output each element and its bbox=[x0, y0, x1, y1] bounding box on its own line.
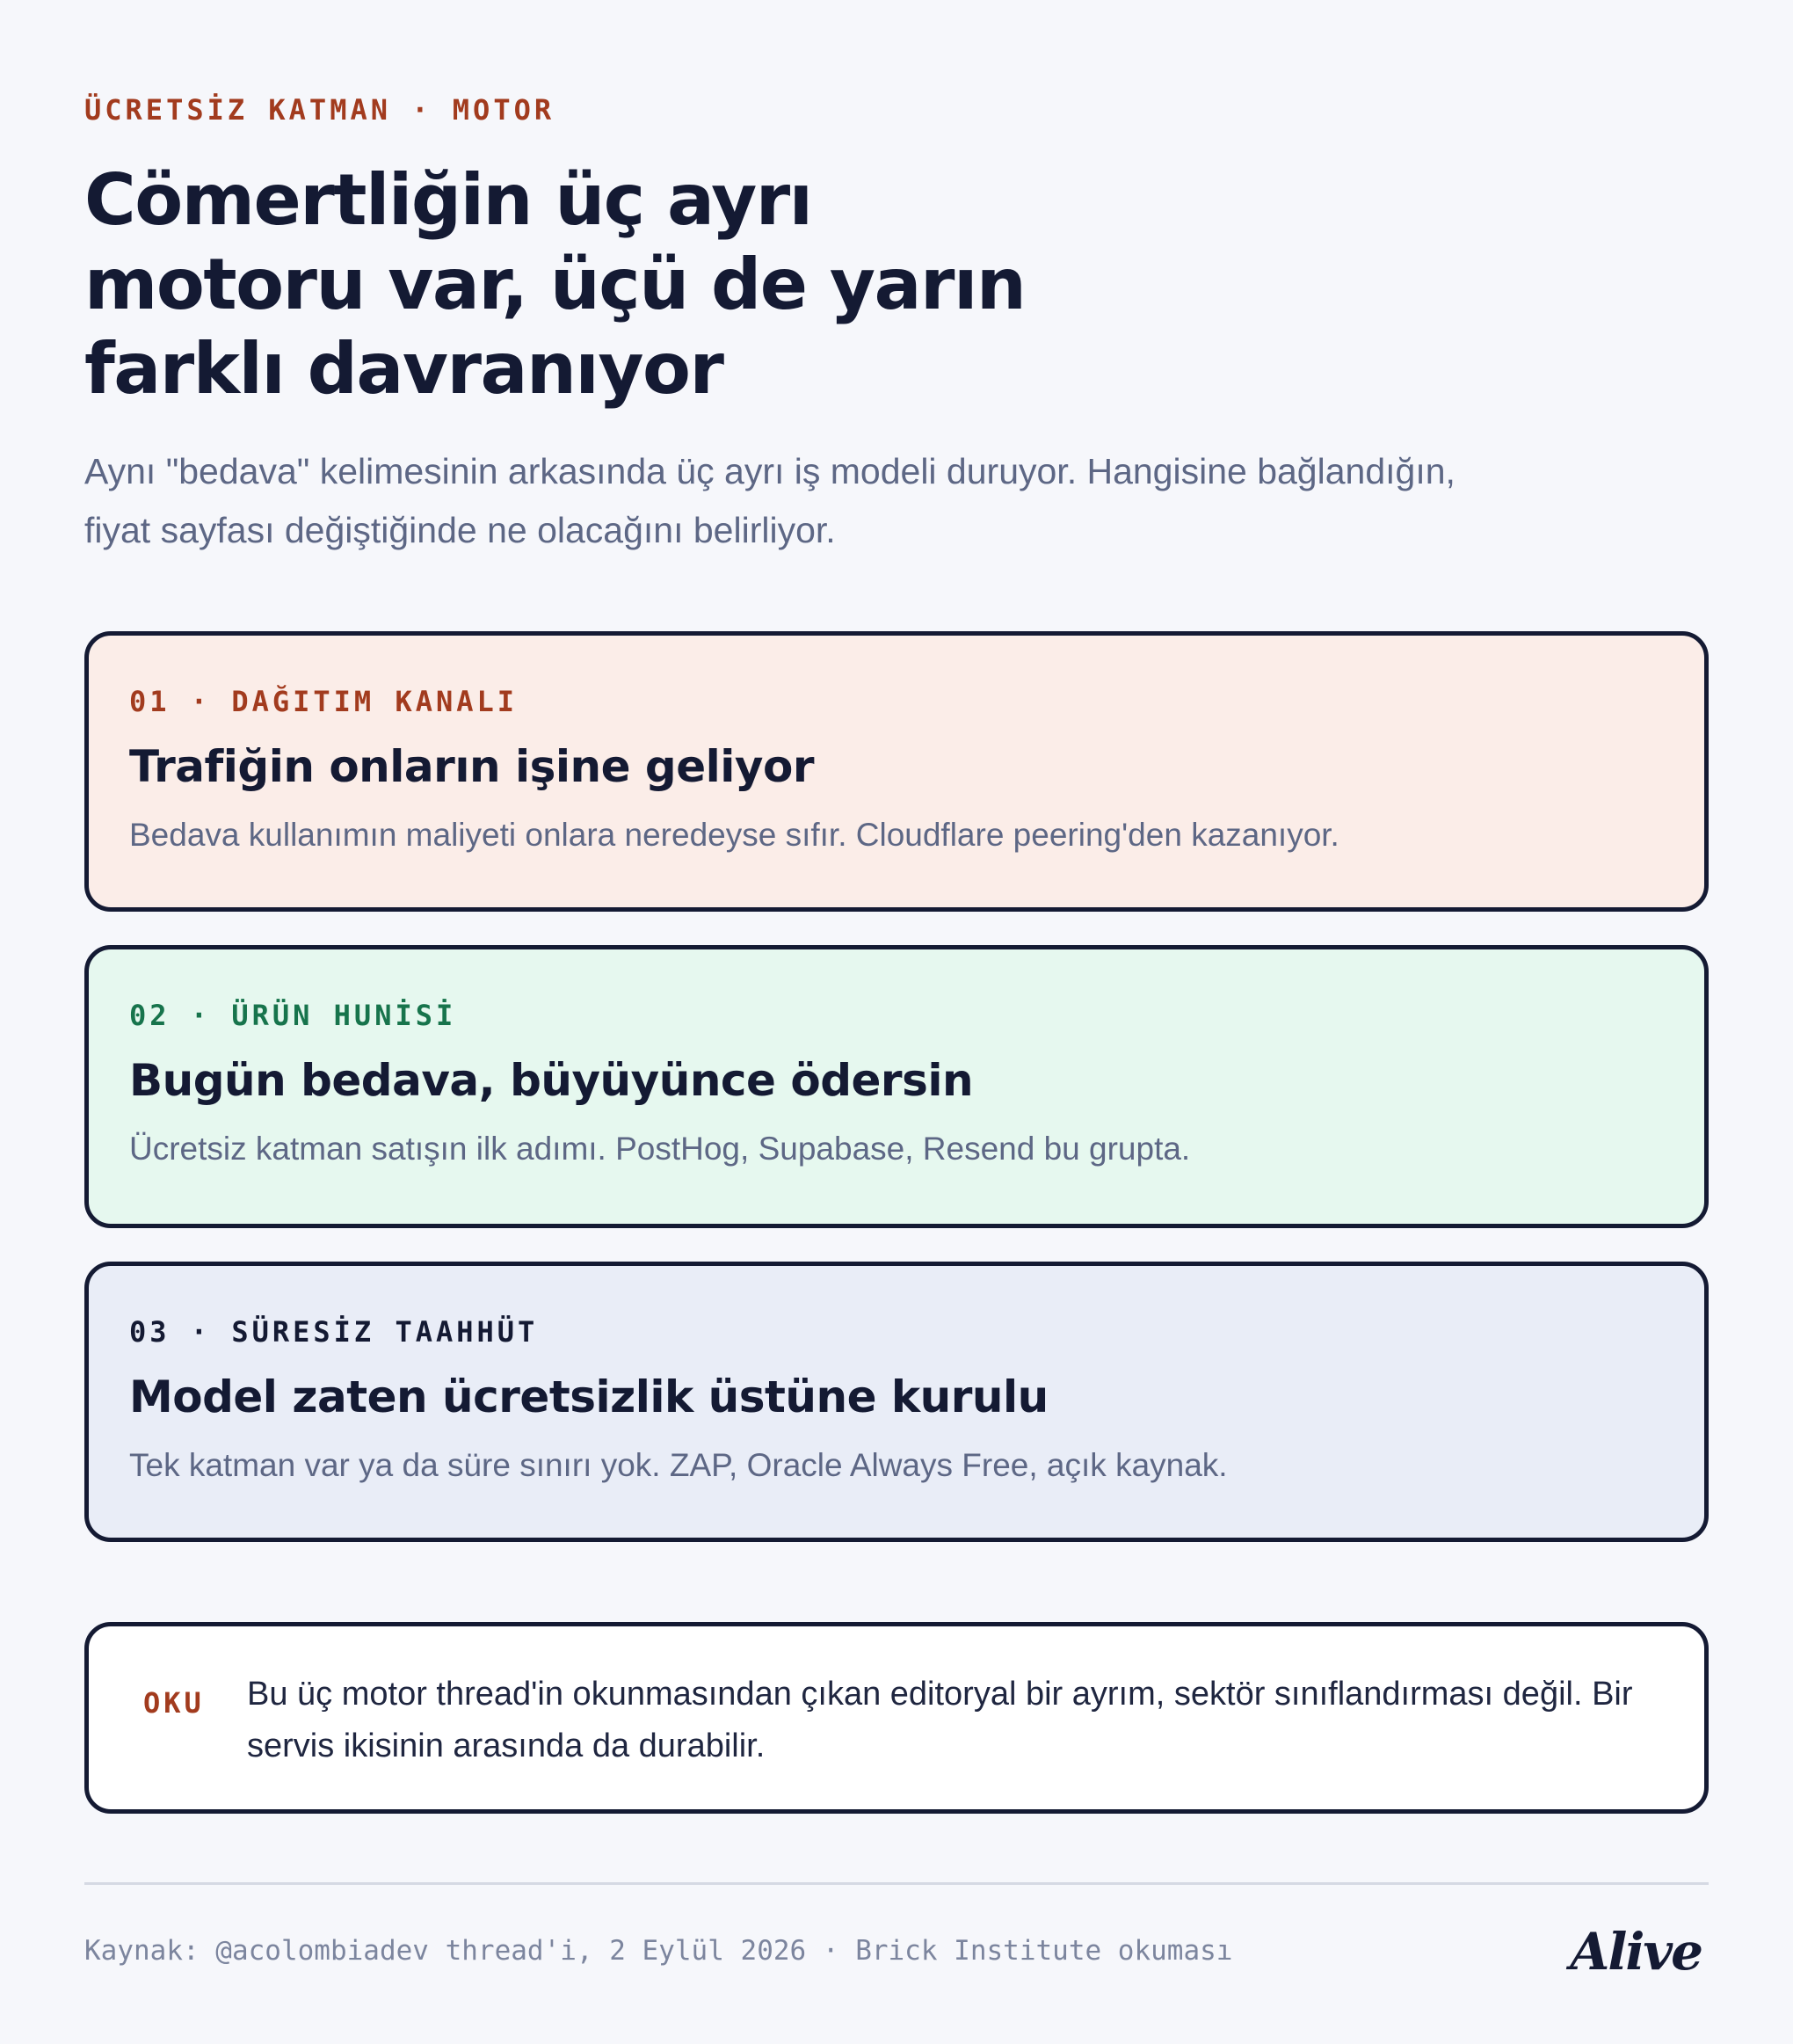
card-title: Bugün bedava, büyüyünce ödersin bbox=[129, 1055, 974, 1106]
note-text: Bu üç motor thread'in okunmasından çıkan editoryal bir ayrım, sektör sınıflandırması değil. Bir servis ikisinin arasında da durabilir. bbox=[247, 1676, 1633, 1764]
card-title: Model zaten ücretsizlik üstüne kurulu bbox=[129, 1371, 1049, 1422]
brand-logo: Alive bbox=[1570, 1922, 1702, 1982]
editorial-note bbox=[84, 1622, 1709, 1814]
card-kicker: 03 · SÜRESİZ TAAHHÜT bbox=[129, 1315, 539, 1349]
note-label: OKU bbox=[143, 1686, 205, 1720]
card-description: Ücretsiz katman satışın ilk adımı. PostHog, Supabase, Resend bu grupta. bbox=[129, 1131, 1191, 1167]
footer-divider bbox=[84, 1882, 1709, 1885]
engine-card-commitment bbox=[84, 1262, 1709, 1542]
eyebrow-label: ÜCRETSİZ KATMAN · MOTOR bbox=[84, 93, 555, 127]
page-subtitle: Aynı "bedava" kelimesinin arkasında üç ayrı iş modeli duruyor. Hangisine bağlandığın, fiyat sayfası değiştiğinde ne olacağını belirliyor. bbox=[84, 451, 1455, 550]
engine-card-distribution bbox=[84, 631, 1709, 912]
card-kicker: 01 · DAĞITIM KANALI bbox=[129, 685, 519, 718]
page-title: Cömertliğin üç ayrı motoru var, üçü de yarın farklı davranıyor bbox=[84, 159, 1026, 410]
card-description: Tek katman var ya da süre sınırı yok. ZAP, Oracle Always Free, açık kaynak. bbox=[129, 1447, 1228, 1483]
card-kicker: 02 · ÜRÜN HUNİSİ bbox=[129, 999, 457, 1032]
engine-card-funnel bbox=[84, 945, 1709, 1228]
card-title: Trafiğin onların işine geliyor bbox=[129, 741, 814, 792]
card-description: Bedava kullanımın maliyeti onlara neredeyse sıfır. Cloudflare peering'den kazanıyor. bbox=[129, 817, 1339, 853]
source-credit: Kaynak: @acolombiadev thread'i, 2 Eylül 2026 · Brick Institute okuması bbox=[84, 1935, 1233, 1967]
